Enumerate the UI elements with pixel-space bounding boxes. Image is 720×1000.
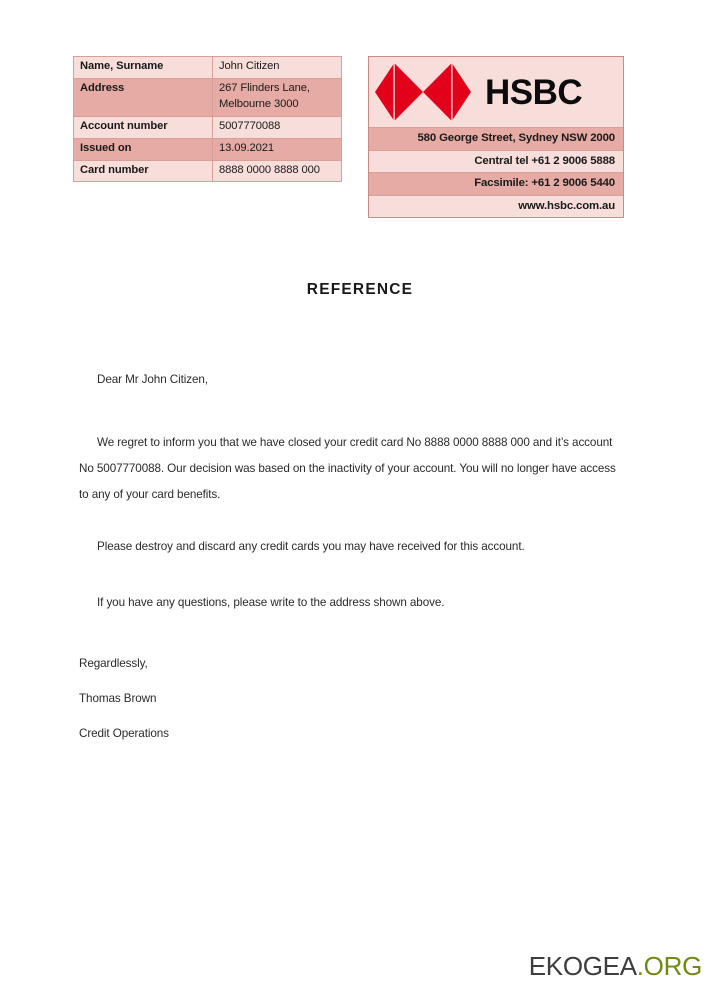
signer-department: Credit Operations — [79, 727, 169, 740]
row-label: Name, Surname — [74, 57, 213, 79]
letter-body — [79, 374, 624, 616]
hsbc-wordmark: HSBC — [485, 72, 583, 112]
bank-contact-block — [368, 56, 624, 218]
table-row — [74, 138, 342, 160]
page-title: REFERENCE — [306, 281, 414, 298]
table-row — [74, 78, 342, 116]
row-label: Account number — [74, 116, 213, 138]
table-row — [74, 57, 342, 79]
address-line-1: 267 Flinders Lane, — [219, 81, 310, 94]
row-value: John Citizen — [213, 57, 342, 79]
watermark-name: EKOGEA — [528, 951, 637, 981]
row-label: Issued on — [74, 138, 213, 160]
hsbc-hexagon-icon — [375, 63, 471, 121]
row-value: 5007770088 — [213, 116, 342, 138]
salutation: Dear Mr John Citizen, — [97, 373, 208, 386]
signer-name: Thomas Brown — [79, 692, 157, 705]
bank-address-line: 580 George Street, Sydney NSW 2000 — [369, 128, 623, 151]
row-value — [213, 78, 342, 116]
letterhead — [0, 56, 720, 211]
closing-line: Regardlessly, — [79, 657, 148, 670]
paragraph-destroy-cards: Please destroy and discard any credit cards you may have received for this account. — [97, 539, 525, 553]
address-line-2: Melbourne 3000 — [219, 97, 299, 110]
watermark — [529, 951, 702, 982]
customer-details-table — [73, 56, 342, 182]
row-label: Card number — [74, 160, 213, 182]
paragraph-closure-notice: We regret to inform you that we have closed your credit card No 8888 0000 8888 000 and it’s account No 5007770088. Our decision was based on the inactivity of your account. You will no longer have access to any of your card benefits. — [79, 435, 616, 501]
bank-logo-row — [369, 57, 623, 128]
bank-telephone-line: Central tel +61 2 9006 5888 — [369, 151, 623, 174]
row-label: Address — [74, 78, 213, 116]
paragraph-questions: If you have any questions, please write to the address shown above. — [97, 595, 445, 609]
table-row — [74, 160, 342, 182]
bank-facsimile-line: Facsimile: +61 2 9006 5440 — [369, 173, 623, 196]
watermark-tld: .ORG — [636, 951, 702, 981]
row-value: 8888 0000 8888 000 — [213, 160, 342, 182]
signature-block — [79, 657, 169, 740]
bank-website-line: www.hsbc.com.au — [369, 196, 623, 218]
table-row — [74, 116, 342, 138]
hsbc-hexagon-svg — [375, 63, 471, 121]
row-value: 13.09.2021 — [213, 138, 342, 160]
